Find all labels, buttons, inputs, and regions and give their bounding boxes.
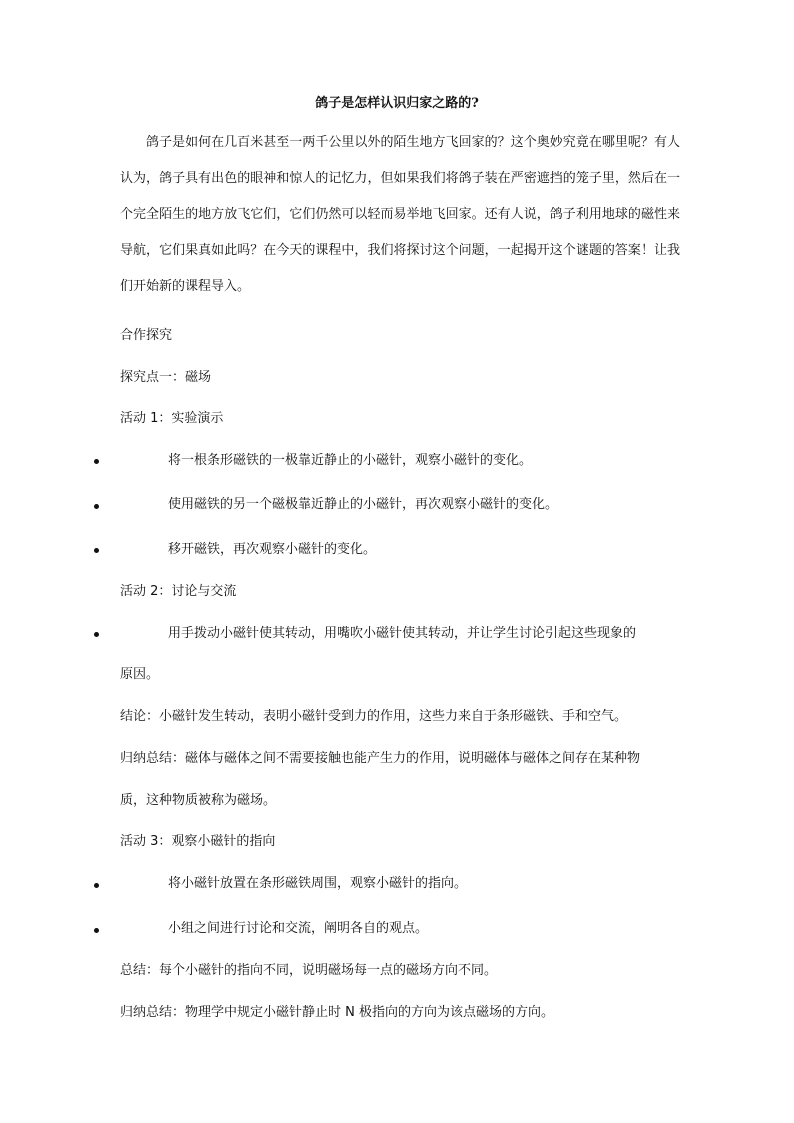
activity3-conclusion: 总结：每个小磁针的指向不同，说明磁场每一点的磁场方向不同。 [120, 963, 498, 978]
activity3-summary: 归纳总结：物理学中规定小磁针静止时 N 极指向的方向为该点磁场的方向。 [120, 1005, 554, 1020]
activity2-summary-line2: 质，这种物质被称为磁场。 [120, 793, 277, 808]
activity3-bullet-2: 小组之间进行讨论和交流，阐明各自的观点。 [168, 921, 429, 936]
activity3-heading: 活动 3：观察小磁针的指向 [120, 834, 276, 849]
topic-one-heading: 探究点一：磁场 [120, 370, 212, 385]
bullet-marker [94, 504, 99, 509]
bullet-marker [94, 928, 99, 933]
activity2-summary-line1: 归纳总结：磁体与磁体之间不需要接触也能产生力的作用，说明磁体与磁体之间存在某种物 [120, 751, 641, 766]
bullet-marker [94, 883, 99, 888]
activity2-heading: 活动 2：讨论与交流 [120, 584, 237, 599]
activity1-bullet-3: 移开磁铁，再次观察小磁针的变化。 [168, 542, 377, 557]
section-heading: 合作探究 [120, 328, 173, 343]
activity2-conclusion: 结论：小磁针发生转动，表明小磁针受到力的作用，这些力来自于条形磁铁、手和空气。 [120, 709, 628, 724]
activity2-bullet-line2: 原因。 [120, 667, 160, 682]
bullet-marker [94, 632, 99, 637]
activity2-bullet-line1: 用手拨动小磁针使其转动，用嘴吹小磁针使其转动，并让学生讨论引起这些现象的 [168, 626, 637, 641]
activity1-bullet-2: 使用磁铁的另一个磁极靠近静止的小磁针，再次观察小磁针的变化。 [168, 497, 559, 512]
activity1-bullet-1: 将一根条形磁铁的一极靠近静止的小磁针，观察小磁针的变化。 [168, 453, 533, 468]
document-title: 鸽子是怎样认识归家之路的? [315, 96, 479, 111]
activity1-heading: 活动 1：实验演示 [120, 411, 224, 426]
intro-paragraph: 鸽子是如何在几百米甚至一两千公里以外的陌生地方飞回家的？这个奥妙究竟在哪里呢？有人认为，鸽子具有出色的眼神和惊人的记忆力，但如果我们将鸽子装在严密遮挡的笼子里，然后在一个完全陌生的地方放飞它们，它们仍然可以轻而易举地飞回家。还有人说，鸽子利用地球的磁性来导航，它们果真如此吗？在今天的课程中，我们将探讨这个问题，一起揭开这个谜题的答案！让我们开始新的课程导入。 [120, 135, 680, 294]
bullet-marker [94, 548, 99, 553]
bullet-marker [94, 459, 99, 464]
activity3-bullet-1: 将小磁针放置在条形磁铁周围，观察小磁针的指向。 [168, 876, 468, 891]
